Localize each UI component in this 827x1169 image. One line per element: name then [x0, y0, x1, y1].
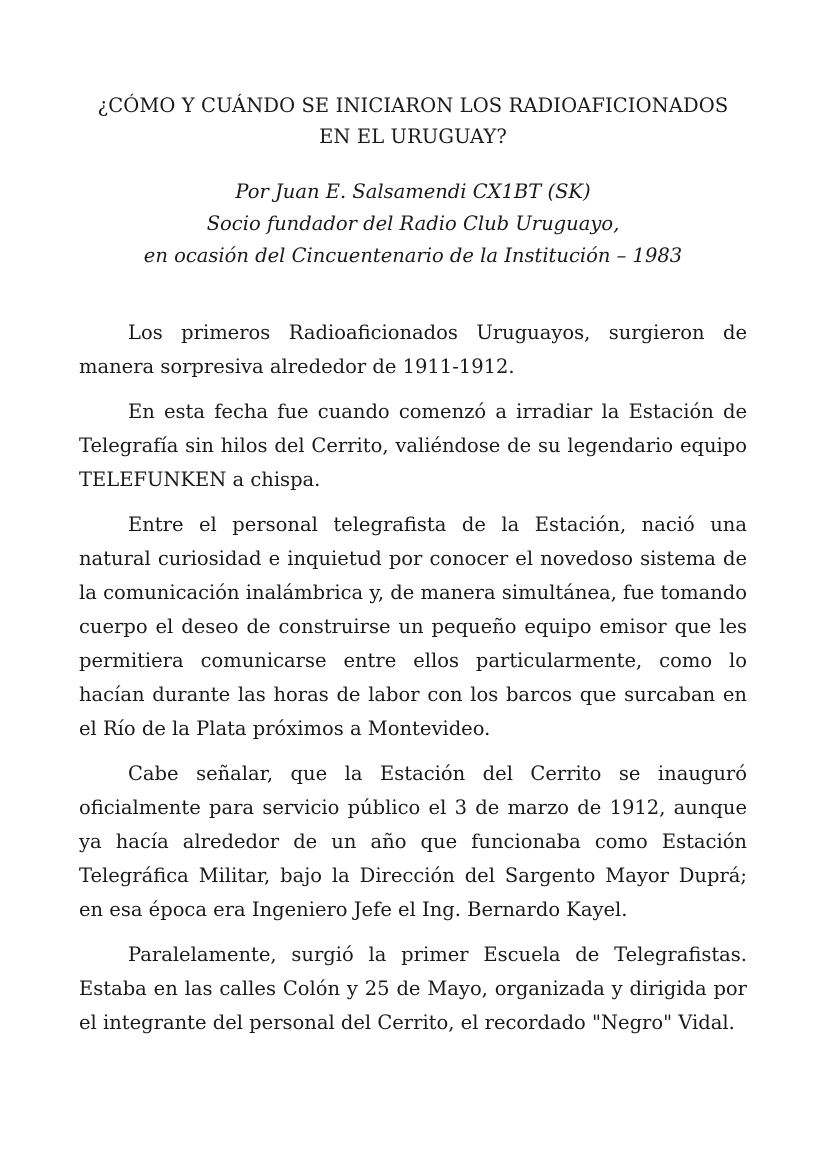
paragraph: Los primeros Radioaficionados Uruguayos, surgieron de manera sorpresiva alrededor de 1911-1912. [79, 321, 747, 378]
byline-author: Por Juan E. Salsamendi CX1BT (SK) [235, 180, 591, 203]
document-title: ¿CÓMO Y CUÁNDO SE INICIARON LOS RADIOAFICIONADOS EN EL URUGUAY? [97, 94, 729, 148]
paragraph: Cabe señalar, que la Estación del Cerrito se inauguró oficialmente para servicio público el 3 de marzo de 1912, aunque ya hacía alrededor de un año que funcionaba como Estación Telegráfica Militar, bajo la Dirección del Sargento Mayor Duprá; en esa época era Ingeniero Jefe el Ing. Bernardo Kayel. [79, 762, 747, 921]
document-body [79, 316, 747, 1040]
paragraph: Paralelamente, surgió la primer Escuela de Telegrafistas. Estaba en las calles Colón y 25 de Mayo, organizada y dirigida por el integrante del personal del Cerrito, el recordado "Negro" Vidal. [79, 943, 747, 1034]
paragraph: Entre el personal telegrafista de la Estación, nació una natural curiosidad e inquietud por conocer el novedoso sistema de la comunicación inalámbrica y, de manera simultánea, fue tomando cuerpo el deseo de construirse un pequeño equipo emisor que les permitiera comunicarse entre ellos particularmente, como lo hacían durante las horas de labor con los barcos que surcaban en el Río de la Plata próximos a Montevideo. [79, 513, 747, 740]
byline-occasion: en ocasión del Cincuentenario de la Institución – 1983 [143, 244, 683, 267]
author-byline [79, 176, 747, 272]
byline-affiliation: Socio fundador del Radio Club Uruguayo, [206, 212, 620, 235]
document-page [79, 90, 747, 1051]
paragraph: En esta fecha fue cuando comenzó a irradiar la Estación de Telegrafía sin hilos del Cerrito, valiéndose de su legendario equipo TELEFUNKEN a chispa. [79, 400, 747, 491]
